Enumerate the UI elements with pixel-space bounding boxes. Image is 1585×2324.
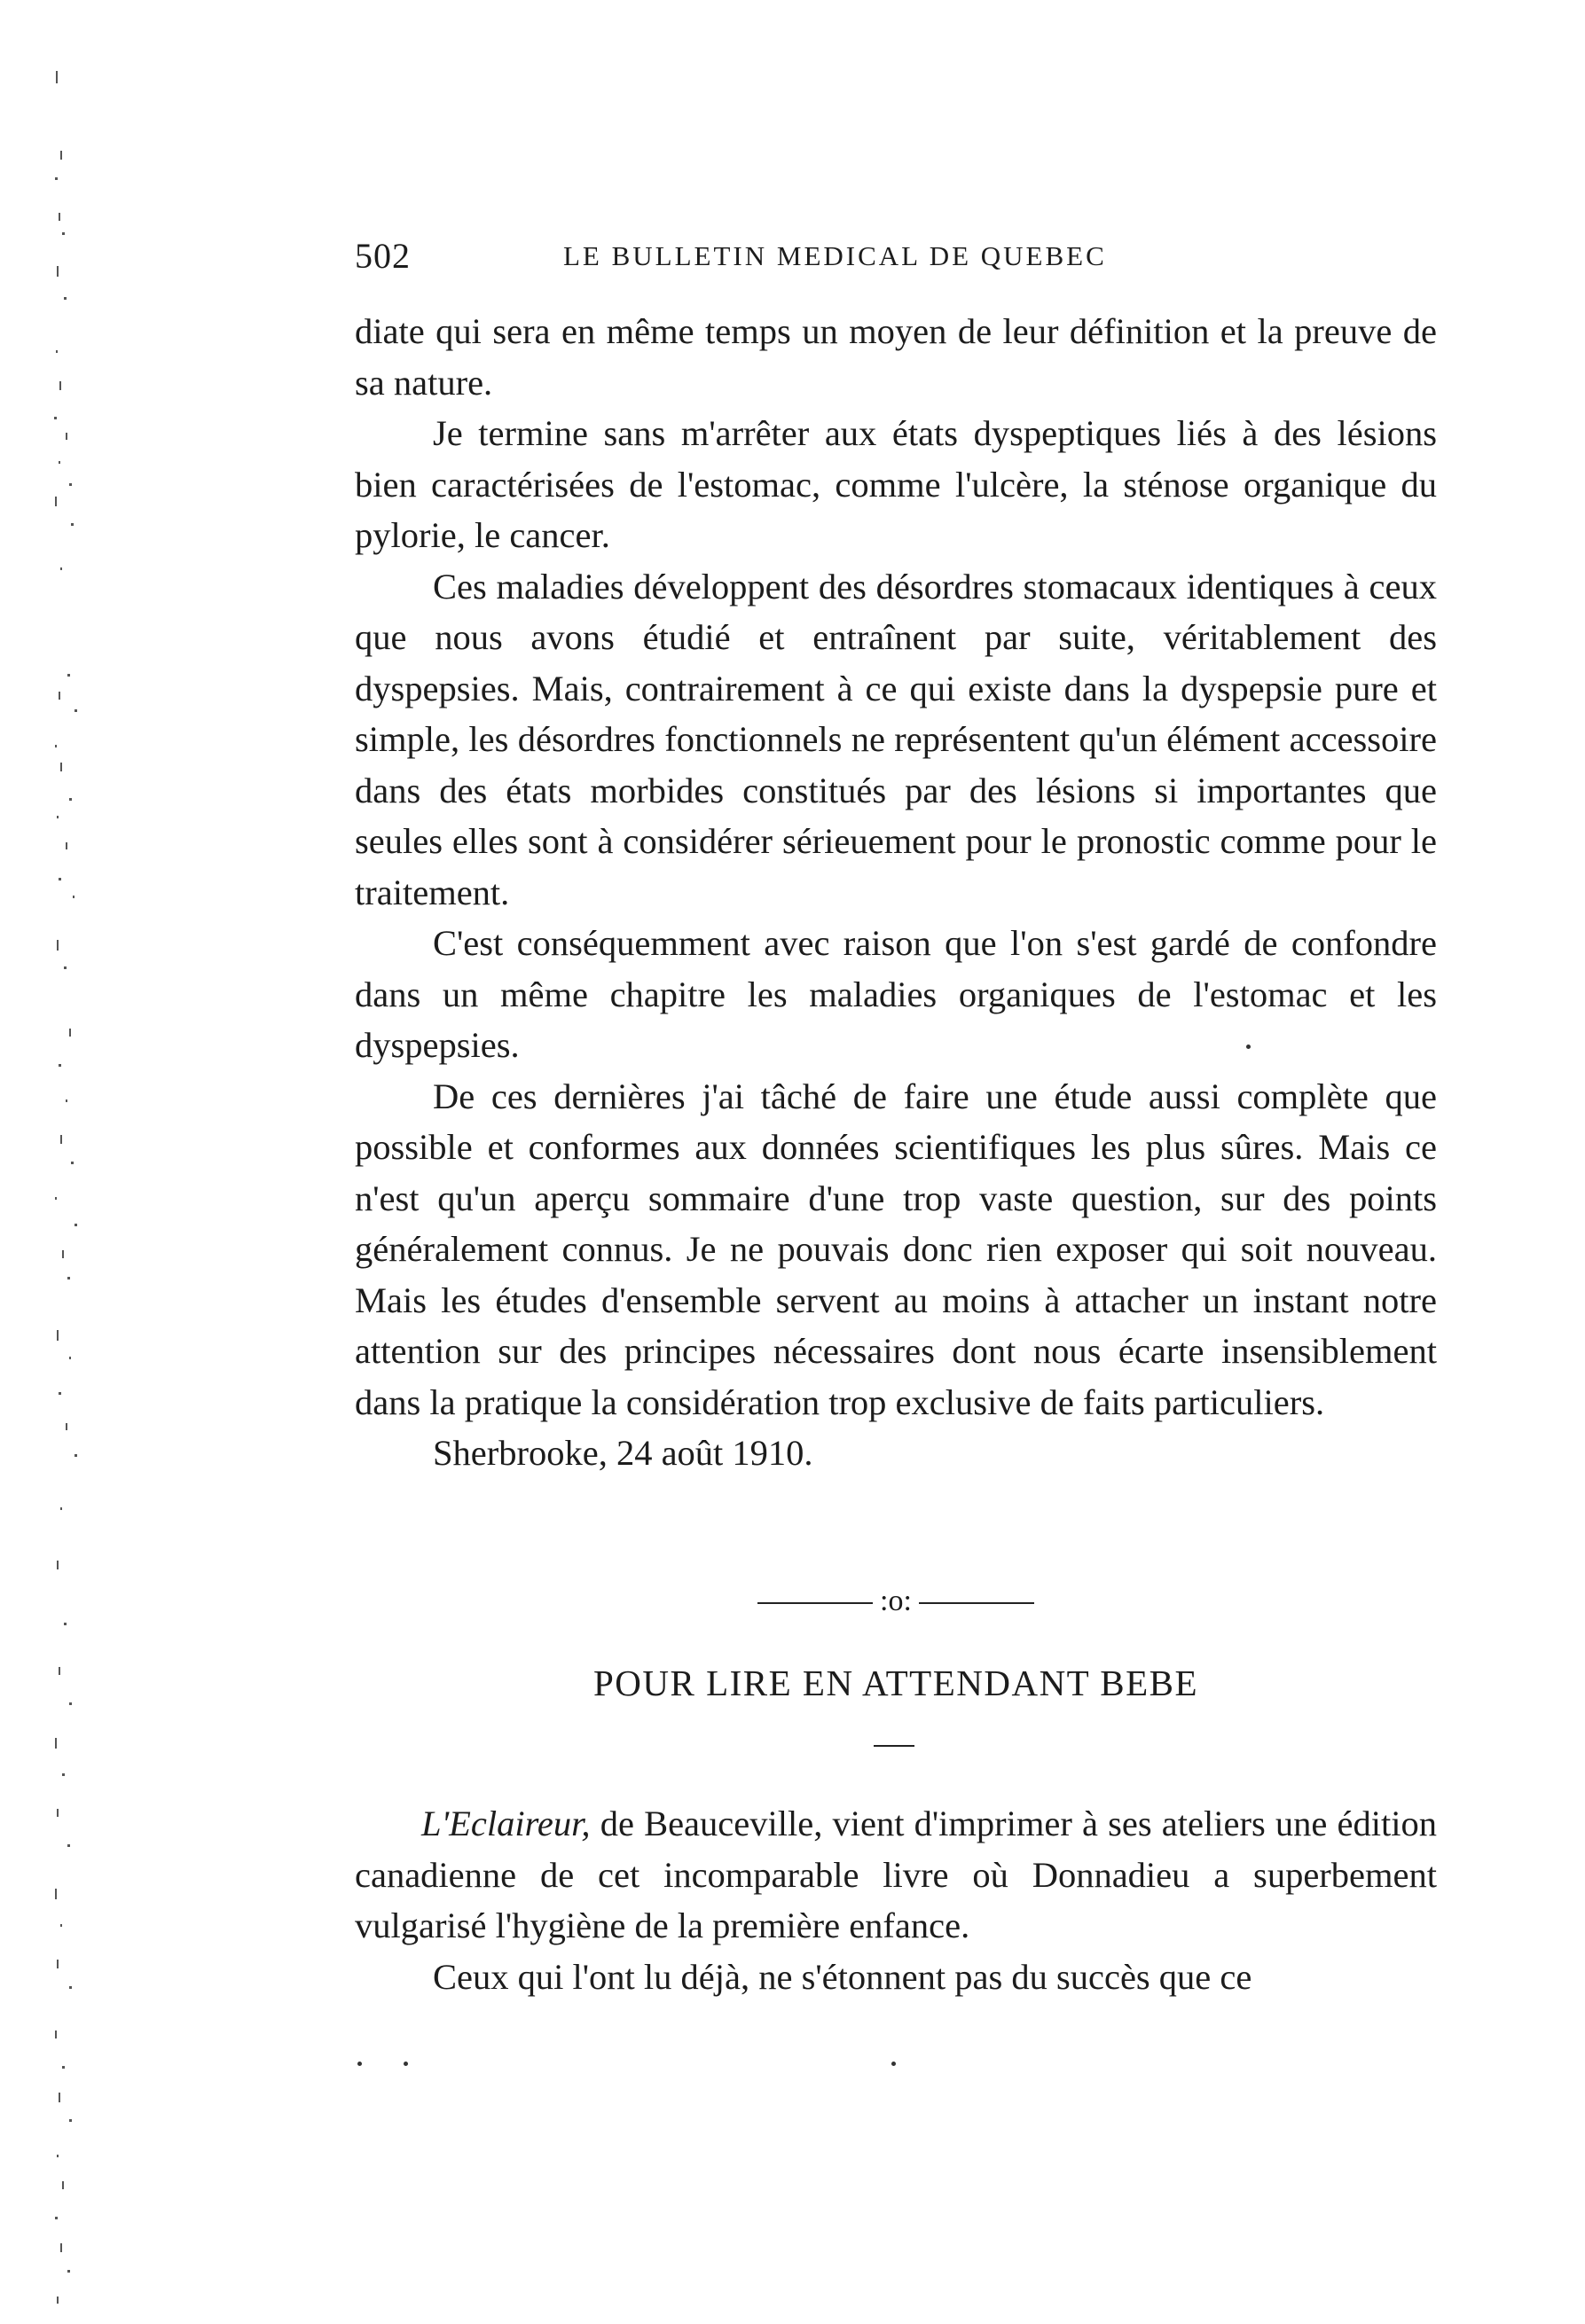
section-paragraph-2: Ceux qui l'ont lu déjà, ne s'étonnent pas du succès que ce <box>433 1956 1252 1997</box>
title-rule <box>874 1745 914 1747</box>
separator-line-right <box>919 1602 1034 1604</box>
paragraph-2: Je termine sans m'arrêter aux états dyspeptiques liés à des lésions bien caractérisées de l'estomac, comme l'ulcère, la sténose organique du pylorie, le cancer. <box>355 413 1437 555</box>
running-head: LE BULLETIN MEDICAL DE QUEBEC <box>563 240 1107 271</box>
scan-speck <box>891 2062 896 2066</box>
separator-line-left <box>757 1602 873 1604</box>
publication-name: L'Eclaireur, <box>421 1804 591 1843</box>
page-header <box>355 235 1437 279</box>
section-title: POUR LIRE EN ATTENDANT BEBE <box>592 1663 1199 1703</box>
paragraph-3: Ces maladies développent des désordres stomacaux identiques à ceux que nous avons étudié et entraînent par suite, véritablement des dyspepsies. Mais, contrairement à ce qui existe dans la dyspepsie pure et simple, les désordres fonctionnels ne représentent qu'un élément accessoire dans des états morbides constitués par des lésions si importantes que seules elles sont à considérer sérieuement pour le pronostic comme pour le traitement. <box>355 566 1437 912</box>
paragraph-5: De ces dernières j'ai tâché de faire une étude aussi complète que possible et conformes aux données scientifiques les plus sûres. Mais ce n'est qu'un aperçu sommaire d'une trop vaste question, sur des points généralement connus. Je ne pouvais donc rien exposer qui soit nouveau. Mais les études d'ensemble servent au moins à attacher un instant notre attention sur des principes nécessaires dont nous écarte insensiblement dans la pratique la considération trop exclusive de faits particuliers. <box>355 1076 1437 1422</box>
scan-speck <box>1246 1045 1251 1049</box>
scan-margin-noise <box>16 0 114 2324</box>
scan-speck <box>404 2062 408 2066</box>
paragraph-1: diate qui sera en même temps un moyen de leur définition et la preuve de sa nature. <box>355 311 1437 403</box>
article-body <box>355 306 1437 1479</box>
section-body <box>355 1798 1437 2002</box>
section-paragraph-1 <box>355 1798 1437 1952</box>
page-number: 502 <box>355 236 411 276</box>
scan-speck <box>357 2062 362 2066</box>
signature-dateline: Sherbrooke, 24 août 1910. <box>433 1433 813 1473</box>
paragraph-4: C'est conséquemment avec raison que l'on s'est gardé de confondre dans un même chapitre les maladies organiques de l'estomac et les dyspepsies. <box>355 923 1437 1065</box>
section-separator <box>749 1585 1042 1618</box>
separator-mark: :o: <box>880 1585 912 1617</box>
section-paragraph-1-text: de Beauceville, vient d'imprimer à ses ateliers une édition canadienne de cet incomparable livre où Donnadieu a superbement vulgarisé l'hygiène de la première enfance. <box>355 1804 1437 1945</box>
